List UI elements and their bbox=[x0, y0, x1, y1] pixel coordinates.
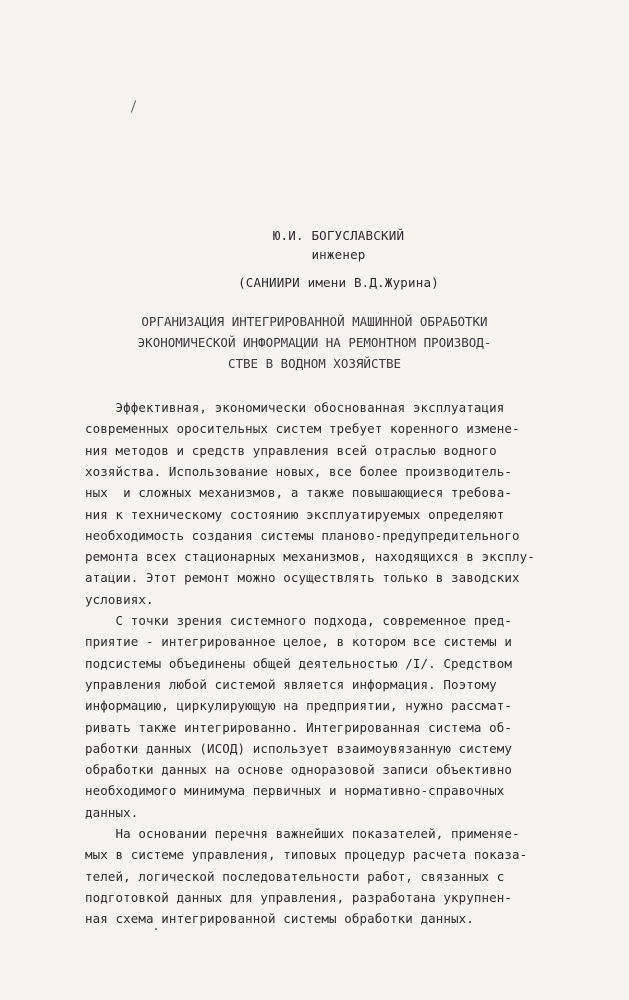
body-line: телей, логической последовательности работ, связанных с bbox=[85, 869, 505, 884]
body-line: С точки зрения системного подхода, современное пред- bbox=[85, 613, 513, 628]
body-line: информацию, циркулирующую на предприятии, нужно рассмат- bbox=[85, 698, 513, 713]
pen-mark bbox=[131, 100, 136, 113]
body-line: ных и сложных механизмов, а также повышающиеся требова- bbox=[85, 485, 513, 500]
body-line: На основании перечня важнейших показателей, применяе- bbox=[85, 826, 520, 841]
body-line: работки данных (ИСОД) использует взаимоувязанную систему bbox=[85, 741, 513, 756]
body-line: необходимого минимума первичных и нормативно-справочных bbox=[85, 783, 505, 798]
body-line: хозяйства. Использование новых, все более производитель- bbox=[85, 464, 513, 479]
body-line: подготовкой данных для управления, разработана укрупнен- bbox=[85, 890, 513, 905]
body-line: современных оросительных систем требует коренного измене- bbox=[85, 421, 520, 436]
dot-mark bbox=[155, 928, 157, 930]
body-line: ривать также интегрированно. Интегрированная система об- bbox=[85, 720, 513, 735]
body-line: ремонта всех стационарных механизмов, находящихся в эксплу- bbox=[85, 549, 535, 564]
body-line: необходимость создания системы планово-предупредительного bbox=[85, 528, 520, 543]
body-line: обработки данных на основе одноразовой записи объективно bbox=[85, 762, 513, 777]
body-line: данных. bbox=[85, 805, 139, 820]
body-line: атации. Этот ремонт можно осуществлять только в заводских bbox=[85, 570, 520, 585]
author-affiliation: (САНИИРИ имени В.Д.Журина) bbox=[238, 275, 439, 290]
title-line: СТВЕ В ВОДНОМ ХОЗЯЙСТВЕ bbox=[227, 356, 402, 371]
body-line: ная схема интегрированной системы обработки данных. bbox=[85, 911, 474, 926]
body-line: подсистемы объединены общей деятельностью /I/. Средством bbox=[85, 656, 513, 671]
body-line: Эффективная, экономически обоснованная эксплуатация bbox=[85, 400, 505, 415]
author-name: Ю.И. БОГУСЛАВСКИЙ bbox=[272, 228, 405, 243]
body-line: приятие - интегрированное целое, в котором все системы и bbox=[85, 634, 513, 649]
author-position: инженер bbox=[311, 247, 366, 262]
body-line: управления любой системой является информация. Поэтому bbox=[85, 677, 497, 692]
title-line: ЭКОНОМИЧЕСКОЙ ИНФОРМАЦИИ НА РЕМОНТНОМ ПРОИЗВОД- bbox=[137, 335, 492, 350]
body-line: условиях. bbox=[85, 592, 154, 607]
body-line: ния методов и средств управления всей отраслью водного bbox=[85, 443, 497, 458]
body-line: мых в системе управления, типовых процедур расчета показа- bbox=[85, 847, 528, 862]
title-line: ОРГАНИЗАЦИЯ ИНТЕГРИРОВАННОЙ МАШИННОЙ ОБРАБОТКИ bbox=[141, 314, 488, 329]
body-line: ния к техническому состоянию эксплуатируемых определяют bbox=[85, 507, 505, 522]
